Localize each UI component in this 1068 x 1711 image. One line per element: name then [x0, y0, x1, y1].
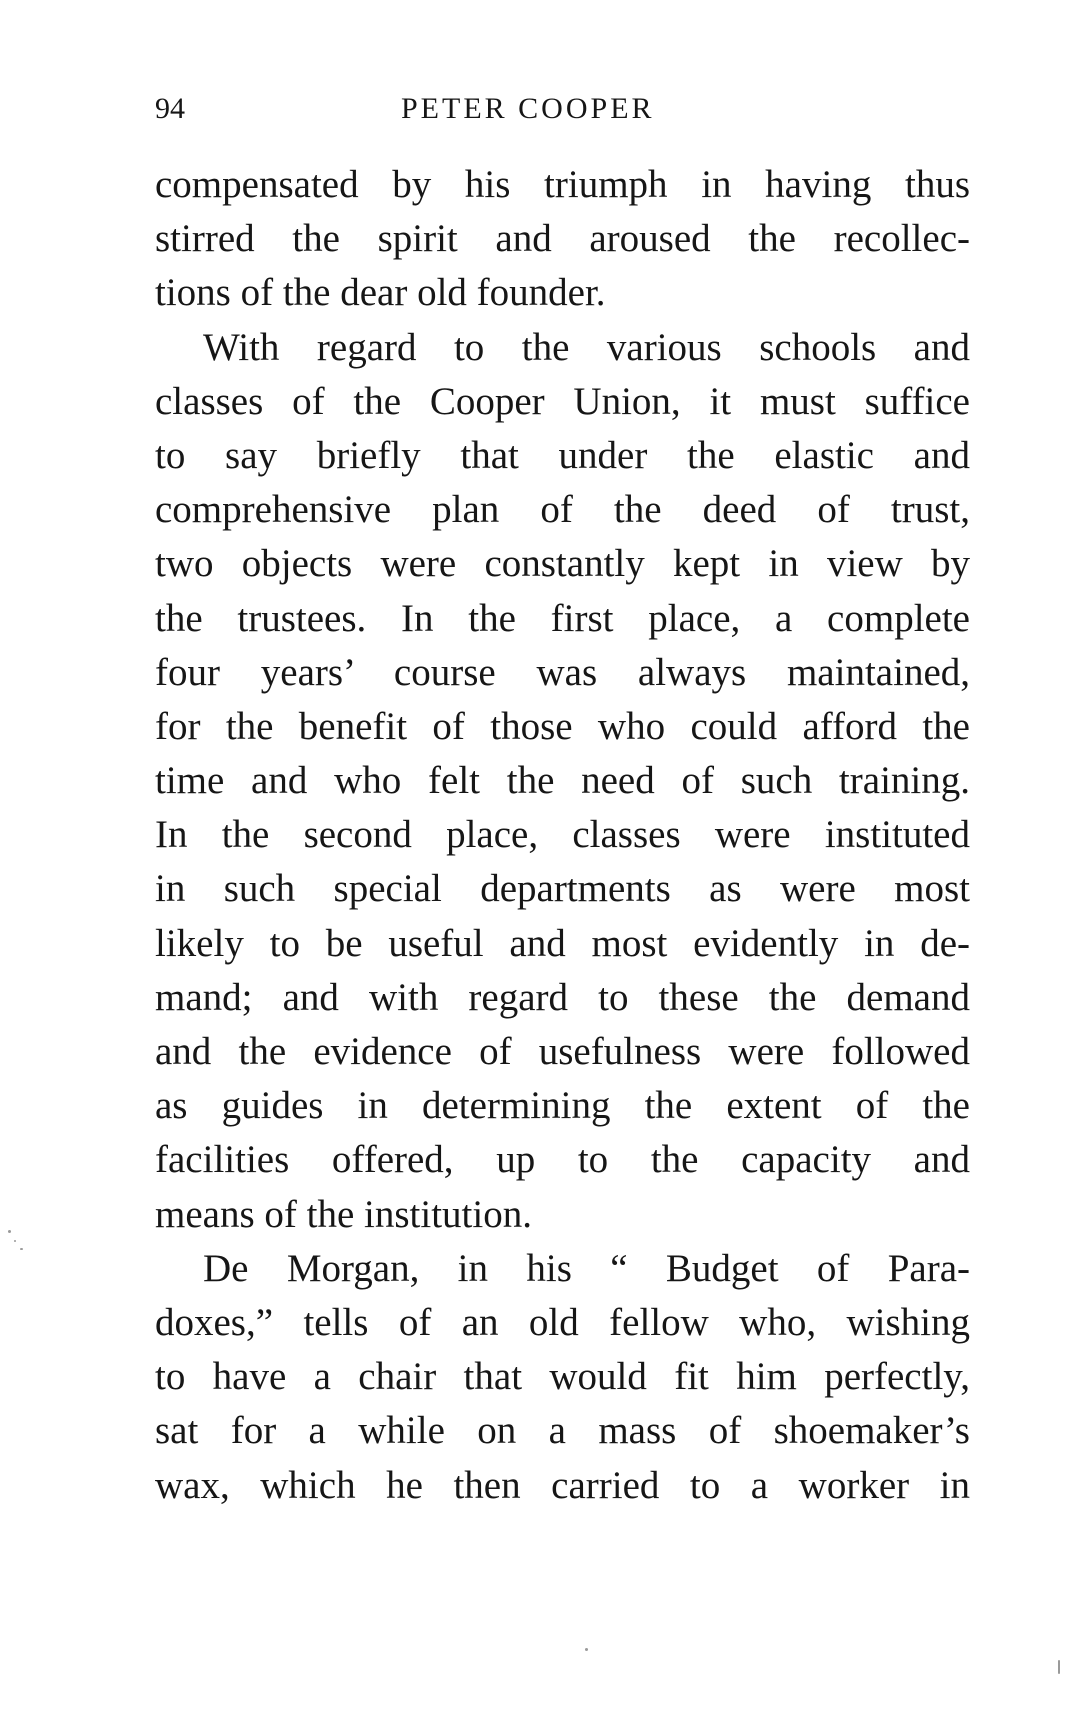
text-line: means of the institution. — [155, 1192, 532, 1236]
text-line: likely to be useful and most evidently in de- — [155, 921, 970, 965]
text-line: the trustees. In the first place, a complete — [155, 596, 970, 640]
body-text — [155, 158, 970, 1513]
text-line: as guides in determining the extent of the — [155, 1084, 970, 1128]
text-line: time and who felt the need of such training. — [155, 759, 970, 803]
text-line: to have a chair that would fit him perfectly, — [155, 1355, 970, 1399]
text-line: and the evidence of usefulness were followed — [155, 1030, 970, 1073]
text-line: tions of the dear old founder. — [155, 271, 606, 315]
scan-speck — [14, 1240, 16, 1242]
text-line: two objects were constantly kept in view by — [155, 542, 970, 586]
text-line: sat for a while on a mass of shoemaker’s — [155, 1409, 970, 1453]
text-line: De Morgan, in his “ Budget of Para- — [203, 1246, 970, 1290]
text-line: classes of the Cooper Union, it must suffice — [155, 379, 970, 423]
scan-speck — [585, 1648, 588, 1651]
text-line: mand; and with regard to these the demand — [155, 975, 970, 1019]
scan-speck — [1058, 1660, 1060, 1674]
scan-speck — [8, 1230, 11, 1233]
text-line: In the second place, classes were instituted — [155, 813, 970, 857]
text-line: facilities offered, up to the capacity and — [155, 1138, 970, 1182]
text-line: comprehensive plan of the deed of trust, — [155, 488, 970, 532]
text-line: four years’ course was always maintained, — [155, 650, 970, 694]
text-line: in such special departments as were most — [155, 867, 970, 911]
page-header — [155, 92, 965, 136]
text-line: stirred the spirit and aroused the recollec- — [155, 217, 970, 261]
scan-speck — [20, 1248, 23, 1250]
text-line: compensated by his triumph in having thus — [155, 163, 970, 206]
text-line: for the benefit of those who could afford the — [155, 704, 970, 748]
text-line: wax, which he then carried to a worker in — [155, 1463, 970, 1507]
running-title: PETER COOPER — [401, 92, 655, 125]
text-line: With regard to the various schools and — [203, 325, 970, 369]
text-line: doxes,” tells of an old fellow who, wishing — [155, 1300, 970, 1344]
text-line: to say briefly that under the elastic and — [155, 433, 970, 477]
page-number: 94 — [155, 92, 185, 125]
